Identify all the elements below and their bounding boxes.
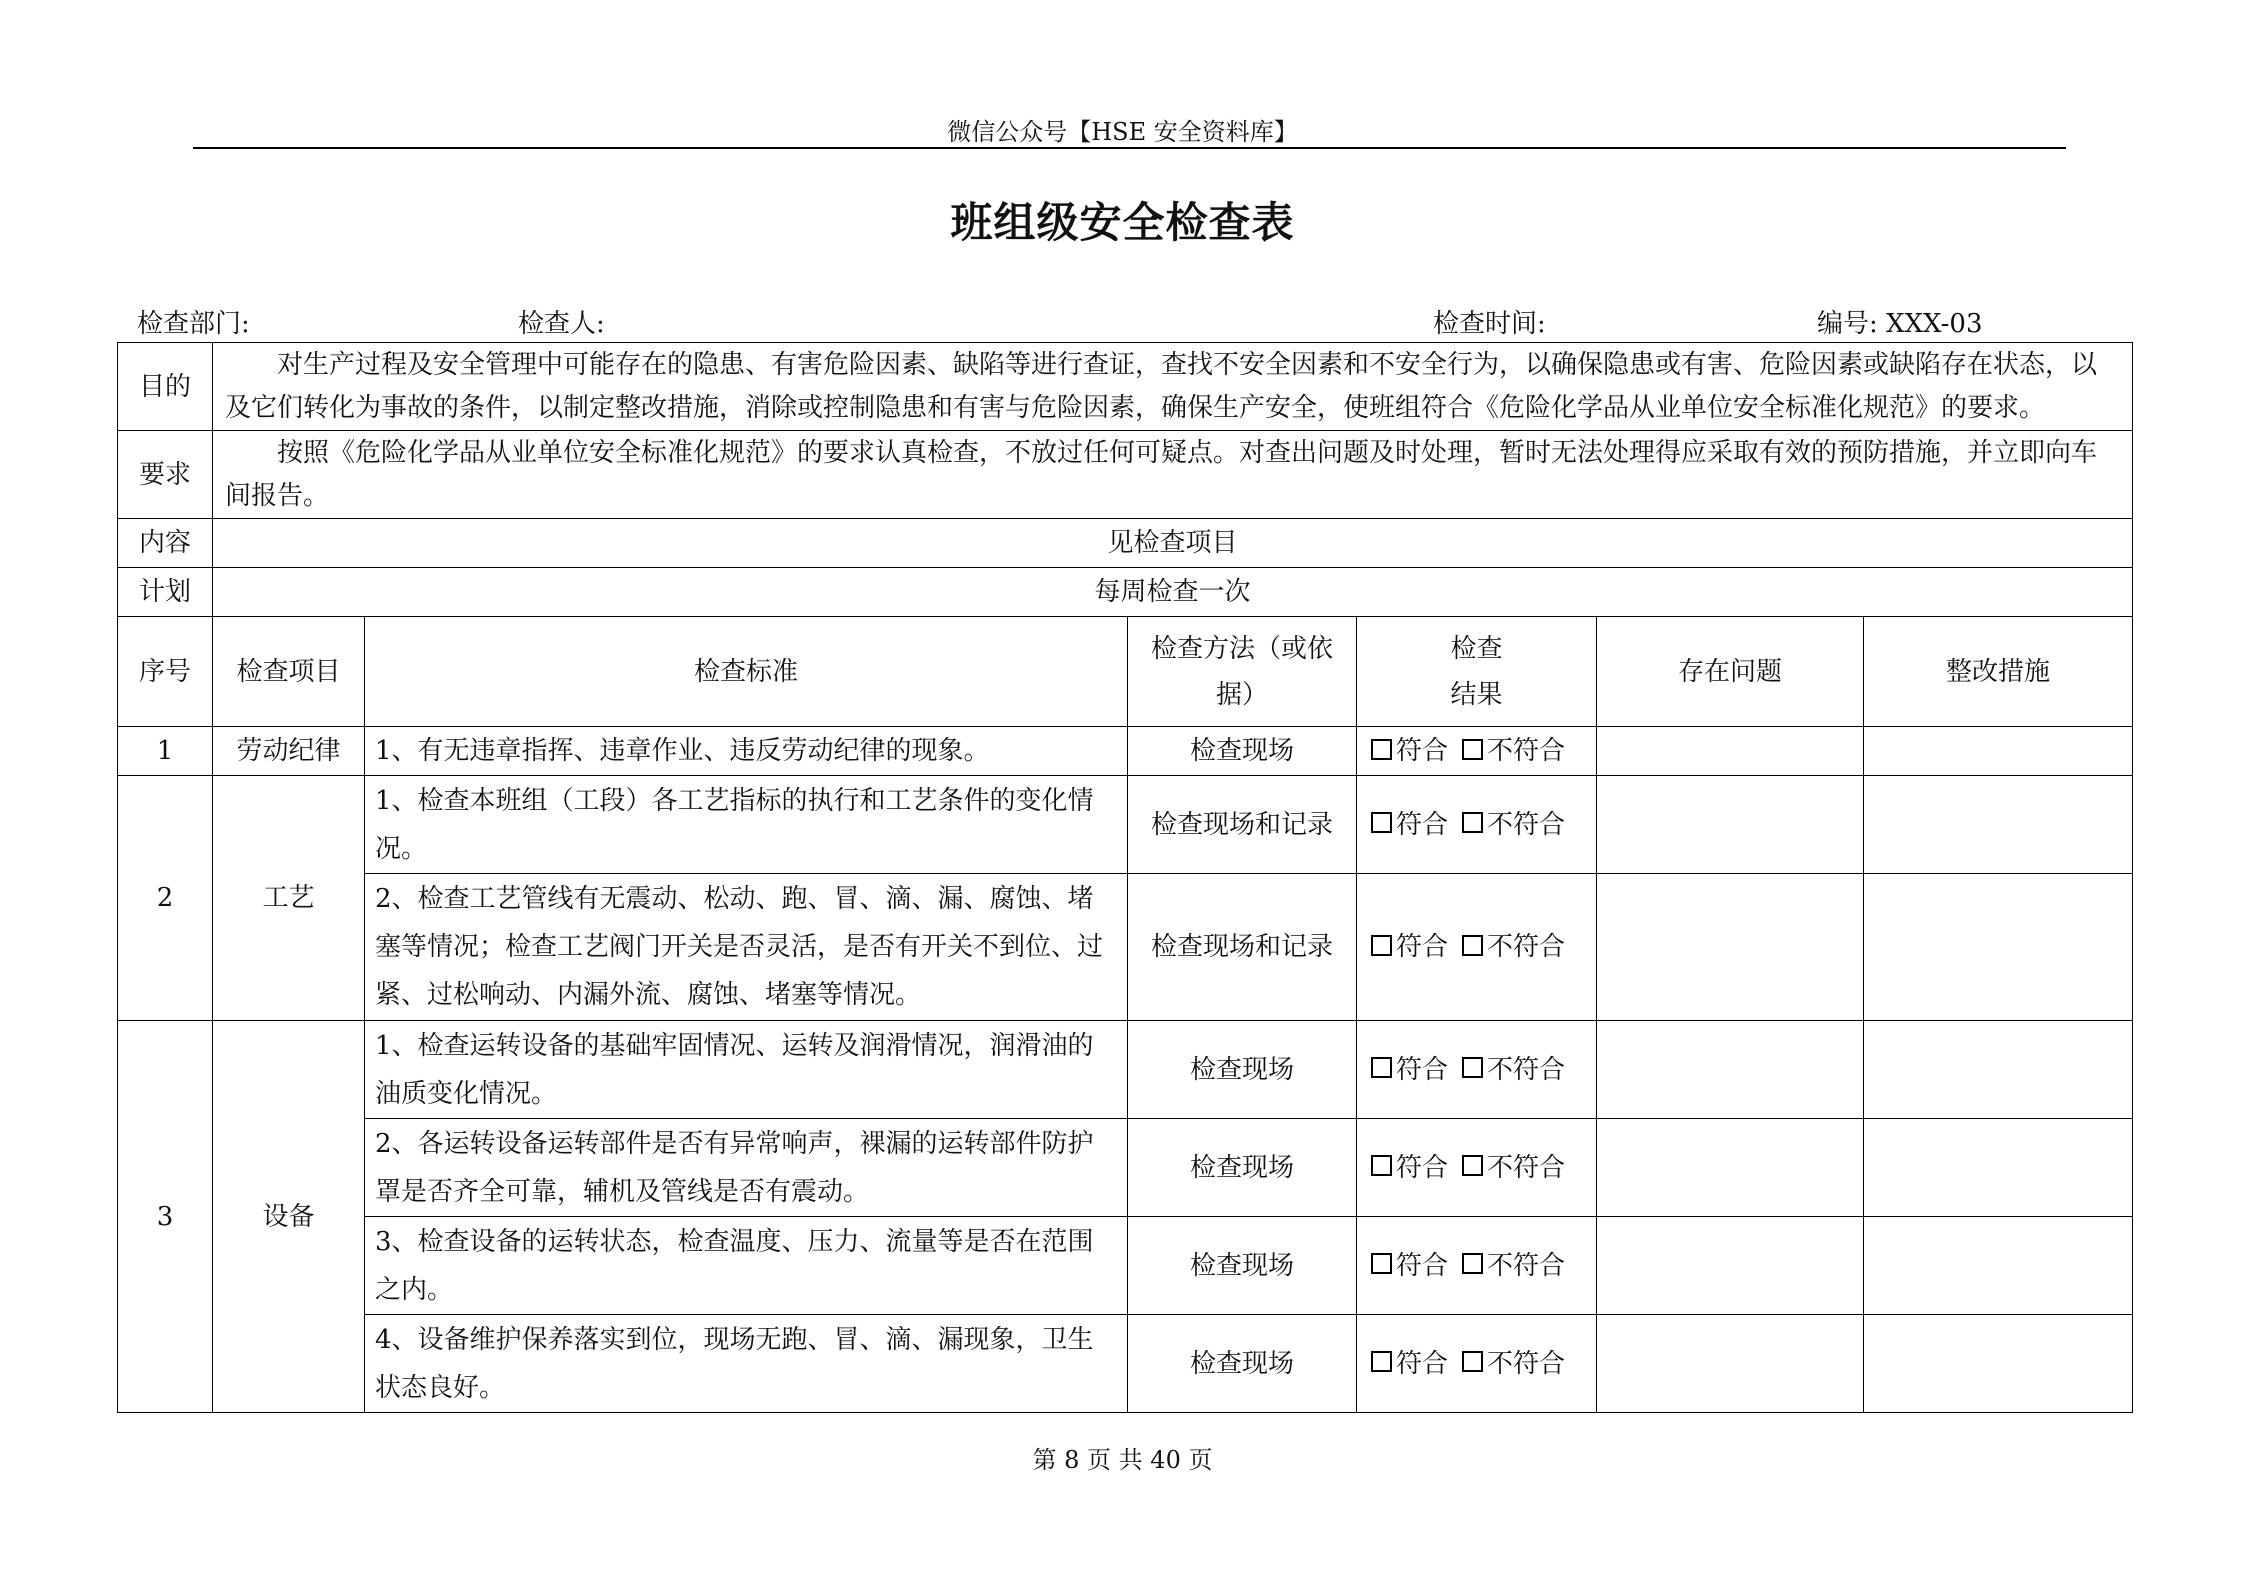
- col-header-no: 序号: [118, 617, 213, 727]
- result-cell: [1357, 1021, 1597, 1119]
- checkbox-icon[interactable]: [1371, 812, 1392, 833]
- col-header-item: 检查项目: [213, 617, 365, 727]
- table-row: [118, 1119, 2133, 1217]
- result-nonconform-checkbox-label: 不符合: [1487, 1054, 1566, 1085]
- result-nonconform-checkbox-label: 不符合: [1487, 736, 1566, 766]
- measure-cell[interactable]: [1864, 874, 2133, 1021]
- content-row: [118, 519, 2133, 568]
- result-conform-checkbox-label: 符合: [1396, 1250, 1449, 1281]
- result-conform-checkbox-label: 符合: [1396, 1054, 1449, 1085]
- problem-cell[interactable]: [1597, 1021, 1864, 1119]
- problem-cell[interactable]: [1597, 727, 1864, 776]
- result-nonconform-checkbox[interactable]: [1462, 932, 1565, 962]
- inspection-method: 检查现场和记录: [1128, 874, 1357, 1021]
- inspection-standard: 2、检查工艺管线有无震动、松动、跑、冒、滴、漏、腐蚀、堵塞等情况；检查工艺阀门开关是否灵活，是否有开关不到位、过紧、过松响动、内漏外流、腐蚀、堵塞等情况。: [365, 874, 1128, 1021]
- requirement-label: 要求: [118, 431, 213, 519]
- result-conform-checkbox[interactable]: [1371, 1349, 1448, 1379]
- checkbox-icon[interactable]: [1462, 935, 1483, 956]
- inspector-label: 检查人:: [518, 309, 605, 339]
- measure-cell[interactable]: [1864, 1119, 2133, 1217]
- table-row: [118, 1021, 2133, 1119]
- purpose-label: 目的: [118, 343, 213, 431]
- result-nonconform-checkbox[interactable]: [1462, 1055, 1565, 1085]
- checkbox-icon[interactable]: [1371, 935, 1392, 956]
- result-conform-checkbox[interactable]: [1371, 1055, 1448, 1085]
- checklist-table: [117, 342, 2133, 1413]
- inspection-item: 劳动纪律: [213, 727, 365, 776]
- checkbox-icon[interactable]: [1371, 1155, 1392, 1176]
- result-conform-checkbox[interactable]: [1371, 1251, 1448, 1281]
- result-cell: [1357, 776, 1597, 874]
- problem-cell[interactable]: [1597, 1119, 1864, 1217]
- inspection-department-label: 检查部门:: [137, 309, 250, 339]
- result-nonconform-checkbox[interactable]: [1462, 736, 1565, 766]
- checkbox-icon[interactable]: [1462, 1155, 1483, 1176]
- checkbox-icon[interactable]: [1371, 1253, 1392, 1274]
- problem-cell[interactable]: [1597, 1217, 1864, 1315]
- result-nonconform-checkbox[interactable]: [1462, 1349, 1565, 1379]
- requirement-row: [118, 431, 2133, 519]
- page-title: 班组级安全检查表: [950, 198, 1295, 247]
- purpose-row: [118, 343, 2133, 431]
- result-nonconform-checkbox-label: 不符合: [1487, 1348, 1566, 1379]
- inspection-standard: 1、检查本班组（工段）各工艺指标的执行和工艺条件的变化情况。: [365, 776, 1128, 874]
- column-header-row: [118, 617, 2133, 727]
- result-conform-checkbox[interactable]: [1371, 736, 1448, 766]
- inspection-standard: 1、有无违章指挥、违章作业、违反劳动纪律的现象。: [365, 727, 1128, 776]
- result-nonconform-checkbox[interactable]: [1462, 1153, 1565, 1183]
- inspection-method: 检查现场: [1128, 1217, 1357, 1315]
- plan-value: 每周检查一次: [213, 568, 2133, 617]
- row-number: 3: [118, 1021, 213, 1413]
- checkbox-icon[interactable]: [1371, 739, 1392, 760]
- inspection-item: 工艺: [213, 776, 365, 1021]
- result-conform-checkbox[interactable]: [1371, 810, 1448, 840]
- inspection-item: 设备: [213, 1021, 365, 1413]
- checkbox-icon[interactable]: [1462, 812, 1483, 833]
- measure-cell[interactable]: [1864, 727, 2133, 776]
- inspection-method: 检查现场: [1128, 1315, 1357, 1413]
- content-label: 内容: [118, 519, 213, 568]
- inspection-method: 检查现场: [1128, 1119, 1357, 1217]
- inspection-standard: 4、设备维护保养落实到位，现场无跑、冒、滴、漏现象，卫生状态良好。: [365, 1315, 1128, 1413]
- plan-row: [118, 568, 2133, 617]
- result-conform-checkbox-label: 符合: [1396, 932, 1449, 962]
- result-conform-checkbox[interactable]: [1371, 1153, 1448, 1183]
- checkbox-icon[interactable]: [1371, 1351, 1392, 1372]
- result-conform-checkbox-label: 符合: [1396, 1152, 1449, 1183]
- result-cell: [1357, 727, 1597, 776]
- result-conform-checkbox[interactable]: [1371, 932, 1448, 962]
- problem-cell[interactable]: [1597, 874, 1864, 1021]
- result-conform-checkbox-label: 符合: [1396, 809, 1449, 840]
- result-nonconform-checkbox-label: 不符合: [1487, 932, 1566, 962]
- result-nonconform-checkbox[interactable]: [1462, 810, 1565, 840]
- measure-cell[interactable]: [1864, 1021, 2133, 1119]
- checkbox-icon[interactable]: [1462, 1253, 1483, 1274]
- page-footer: 第 8 页 共 40 页: [1032, 1446, 1213, 1474]
- purpose-text: 对生产过程及安全管理中可能存在的隐患、有害危险因素、缺陷等进行查证，查找不安全因素和不安全行为，以确保隐患或有害、危险因素或缺陷存在状态，以及它们转化为事故的条件，以制定整改措施，消除或控制隐患和有害与危险因素，确保生产安全，使班组符合《危险化学品从业单位安全标准化规范》的要求。: [213, 343, 2133, 431]
- inspection-method: 检查现场: [1128, 727, 1357, 776]
- checkbox-icon[interactable]: [1462, 739, 1483, 760]
- inspection-time-label: 检查时间:: [1433, 309, 1546, 339]
- measure-cell[interactable]: [1864, 1315, 2133, 1413]
- col-header-method: 检查方法（或依据）: [1128, 617, 1357, 727]
- measure-cell[interactable]: [1864, 1217, 2133, 1315]
- checkbox-icon[interactable]: [1462, 1057, 1483, 1078]
- requirement-text: 按照《危险化学品从业单位安全标准化规范》的要求认真检查，不放过任何可疑点。对查出问题及时处理，暂时无法处理得应采取有效的预防措施，并立即向车间报告。: [213, 431, 2133, 519]
- result-cell: [1357, 1217, 1597, 1315]
- row-number: 1: [118, 727, 213, 776]
- inspection-method: 检查现场: [1128, 1021, 1357, 1119]
- checkbox-icon[interactable]: [1371, 1057, 1392, 1078]
- result-nonconform-checkbox[interactable]: [1462, 1251, 1565, 1281]
- result-cell: [1357, 1119, 1597, 1217]
- inspection-method: 检查现场和记录: [1128, 776, 1357, 874]
- result-cell: [1357, 1315, 1597, 1413]
- problem-cell[interactable]: [1597, 776, 1864, 874]
- result-conform-checkbox-label: 符合: [1396, 1348, 1449, 1379]
- inspection-standard: 1、检查运转设备的基础牢固情况、运转及润滑情况，润滑油的油质变化情况。: [365, 1021, 1128, 1119]
- measure-cell[interactable]: [1864, 776, 2133, 874]
- problem-cell[interactable]: [1597, 1315, 1864, 1413]
- result-nonconform-checkbox-label: 不符合: [1487, 1250, 1566, 1281]
- inspection-standard: 2、各运转设备运转部件是否有异常响声，裸漏的运转部件防护罩是否齐全可靠，辅机及管线是否有震动。: [365, 1119, 1128, 1217]
- page-header: 微信公众号【HSE 安全资料库】: [947, 118, 1298, 146]
- inspection-standard: 3、检查设备的运转状态，检查温度、压力、流量等是否在范围之内。: [365, 1217, 1128, 1315]
- content-value: 见检查项目: [213, 519, 2133, 568]
- table-row: [118, 776, 2133, 874]
- header-divider: [193, 147, 2066, 149]
- col-header-standard: 检查标准: [365, 617, 1128, 727]
- table-row: [118, 727, 2133, 776]
- table-row: [118, 1217, 2133, 1315]
- table-row: [118, 1315, 2133, 1413]
- col-header-problem: 存在问题: [1597, 617, 1864, 727]
- checkbox-icon[interactable]: [1462, 1351, 1483, 1372]
- table-row: [118, 874, 2133, 1021]
- result-nonconform-checkbox-label: 不符合: [1487, 1152, 1566, 1183]
- result-cell: [1357, 874, 1597, 1021]
- result-conform-checkbox-label: 符合: [1396, 736, 1449, 766]
- col-header-measure: 整改措施: [1864, 617, 2133, 727]
- row-number: 2: [118, 776, 213, 1021]
- col-header-result: 检查 结果: [1357, 617, 1597, 727]
- document-number: 编号: XXX-03: [1817, 309, 1983, 339]
- plan-label: 计划: [118, 568, 213, 617]
- result-nonconform-checkbox-label: 不符合: [1487, 809, 1566, 840]
